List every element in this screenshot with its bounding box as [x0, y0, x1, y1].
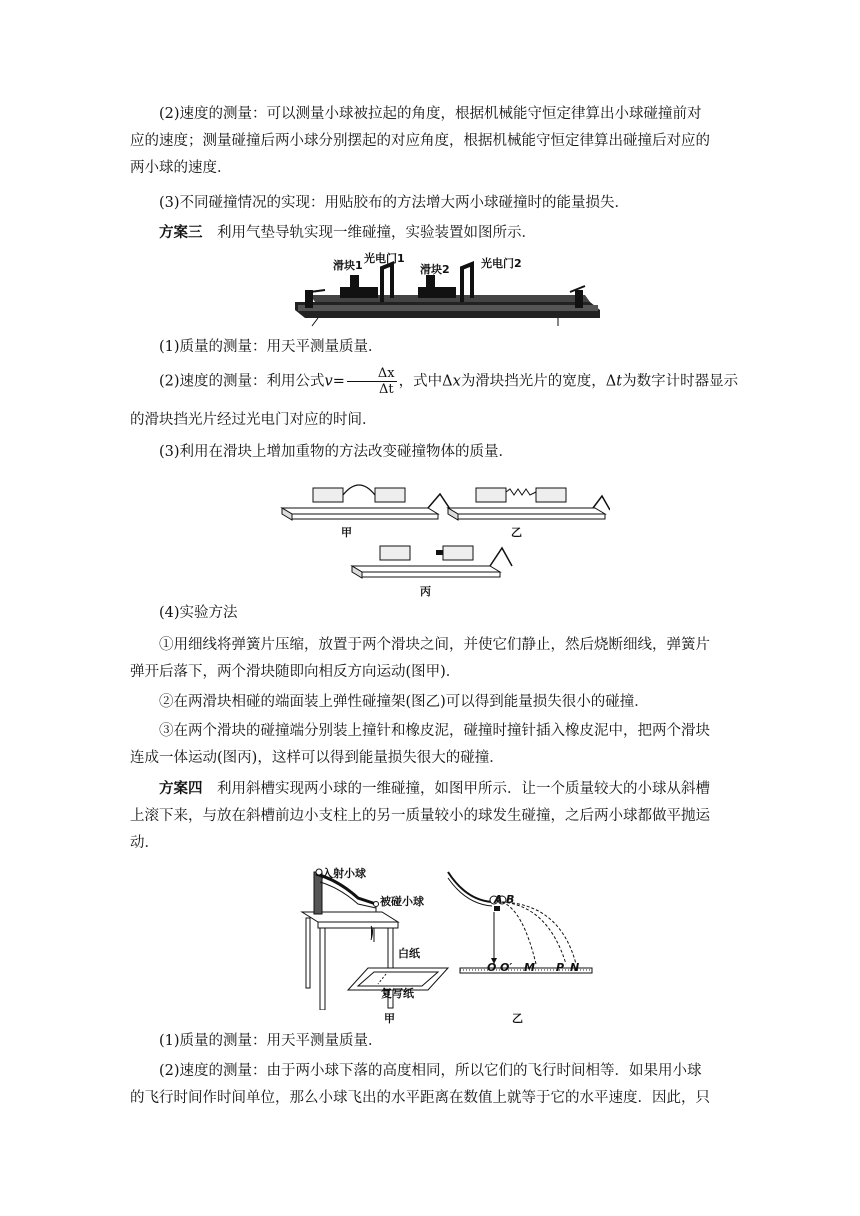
- paragraph-method-2: [130, 689, 732, 716]
- text-line: (1)质量的测量：用天平测量质量．: [159, 339, 383, 355]
- plan3-intro-text: 利用气垫导轨实现一维碰撞，实验装置如图所示．: [202, 225, 536, 241]
- text-line: 上滚下来，与放在斜槽前边小支柱上的另一质量较小的球发生碰撞，之后两小球都做平抛运: [130, 808, 710, 824]
- text-line: [130, 776, 732, 803]
- fraction-numerator: Δx: [347, 366, 397, 382]
- text-line: (3)利用在滑块上增加重物的方法改变碰撞物体的质量．: [159, 444, 514, 460]
- paragraph-plan4-mass: [130, 1028, 732, 1055]
- symbol-v: v: [324, 373, 333, 390]
- caption-yi: 乙: [511, 526, 522, 539]
- figure-chute-jia: [302, 869, 448, 1010]
- label-carbon-paper: 复写纸: [381, 987, 414, 1000]
- paragraph-plan3-speed-cont: [130, 407, 732, 434]
- fraction-denominator: Δt: [378, 382, 394, 397]
- paragraph-plan4-speed-cont: [130, 1085, 732, 1112]
- label-photogate-2: 光电门2: [481, 257, 522, 270]
- label-point-b: B: [506, 893, 515, 906]
- text-line: (4)实验方法: [159, 605, 238, 621]
- text-line: 应的速度；测量碰撞后两小球分别摆起的对应角度，根据机械能守恒定律算出碰撞后对应的: [130, 133, 710, 149]
- figure-jia: [282, 485, 452, 520]
- slider-setups-figure: [280, 470, 610, 588]
- label-point-m: M: [524, 961, 535, 974]
- text-line: ①用细线将弹簧片压缩，放置于两个滑块之间，并使它们静止，然后烧断细线，弹簧片: [159, 637, 710, 653]
- paragraph-plan4-intro-cont: [130, 803, 732, 857]
- text-line: (2)速度的测量：可以测量小球被拉起的角度，根据机械能守恒定律算出小球碰撞前对: [159, 106, 702, 122]
- formula-fraction: [347, 366, 397, 397]
- text-line: ②在两滑块相碰的端面装上弹性碰撞架(图乙)可以得到能量损失很小的碰撞．: [159, 694, 649, 710]
- text-line: 动．: [130, 835, 159, 851]
- caption-jia: 甲: [341, 526, 352, 539]
- text-line: [130, 220, 732, 247]
- label-point-n: N: [570, 961, 580, 974]
- speed-mid-1: ，式中Δ: [398, 373, 453, 390]
- text-line: (2)速度的测量：由于两小球下落的高度相同，所以它们的飞行时间相等．如果用小球: [159, 1063, 702, 1079]
- symbol-x: x: [452, 373, 461, 390]
- label-point-p: P: [556, 961, 565, 974]
- text-line: 两小球的速度．: [130, 160, 232, 176]
- paragraph-plan3-intro: [130, 220, 732, 247]
- figure-chute-yi: [448, 872, 592, 973]
- paragraph-plan3-speed: [130, 366, 739, 397]
- symbol-t: t: [616, 373, 623, 390]
- text-line: (1)质量的测量：用天平测量质量．: [159, 1033, 383, 1049]
- label-point-o: O: [487, 961, 497, 974]
- paragraph-method-3: [130, 718, 732, 745]
- label-incident-ball: 入射小球: [322, 867, 366, 880]
- label-slider-1: 滑块1: [333, 259, 363, 272]
- label-photogate-1: 光电门1: [364, 252, 405, 265]
- paragraph-method-title: [130, 600, 732, 627]
- caption-chute-yi: 乙: [512, 1012, 523, 1025]
- speed-mid-2: 为滑块挡光片的宽度，Δ: [460, 373, 617, 390]
- caption-chute-jia: 甲: [384, 1012, 395, 1025]
- paragraph-method-3-cont: [130, 745, 732, 772]
- label-white-paper: 白纸: [398, 947, 420, 960]
- paragraph-speed-pendulum: [130, 101, 732, 128]
- equals-sign: =: [332, 373, 345, 390]
- text-line: [130, 366, 739, 397]
- caption-bing: 丙: [420, 585, 431, 598]
- paragraph-method-1-cont: [130, 659, 732, 686]
- paragraph-collision-cases: [130, 190, 732, 217]
- chute-figure: [298, 860, 598, 1010]
- paragraph-speed-pendulum-cont: [130, 128, 732, 182]
- paragraph-method-1: [130, 632, 732, 659]
- text-line: 的滑块挡光片经过光电门对应的时间．: [130, 412, 377, 428]
- figure-yi: [448, 488, 610, 520]
- text-line: 弹开后落下，两个滑块随即向相反方向运动(图甲)．: [130, 664, 461, 680]
- plan4-intro-text: 利用斜槽实现两小球的一维碰撞，如图甲所示．让一个质量较大的小球从斜槽: [202, 781, 710, 797]
- text-line: 连成一体运动(图丙)，这样可以得到能量损失很大的碰撞．: [130, 750, 504, 766]
- paragraph-plan4-speed: [130, 1058, 732, 1085]
- label-hit-ball: 被碰小球: [380, 895, 424, 908]
- text-line: ③在两个滑块的碰撞端分别装上撞针和橡皮泥，碰撞时撞针插入橡皮泥中，把两个滑块: [159, 723, 710, 739]
- label-point-o-prime: O′: [500, 961, 513, 974]
- speed-prefix: (2)速度的测量：利用公式: [159, 373, 325, 390]
- paragraph-plan3-mass: [130, 334, 732, 361]
- paragraph-plan4-intro: [130, 776, 732, 803]
- plan3-label: 方案三: [159, 225, 203, 241]
- text-line: (3)不同碰撞情况的实现：用贴胶布的方法增大两小球碰撞时的能量损失．: [159, 195, 630, 211]
- text-line: 的飞行时间作时间单位，那么小球飞出的水平距离在数值上就等于它的水平速度．因此，只: [130, 1090, 710, 1106]
- label-slider-2: 滑块2: [420, 263, 450, 276]
- label-point-a: A: [494, 893, 503, 906]
- plan4-label: 方案四: [159, 781, 203, 797]
- speed-mid-3: 为数字计时器显示: [622, 373, 739, 390]
- figure-bing: [352, 546, 512, 578]
- paragraph-plan3-weight: [130, 439, 732, 466]
